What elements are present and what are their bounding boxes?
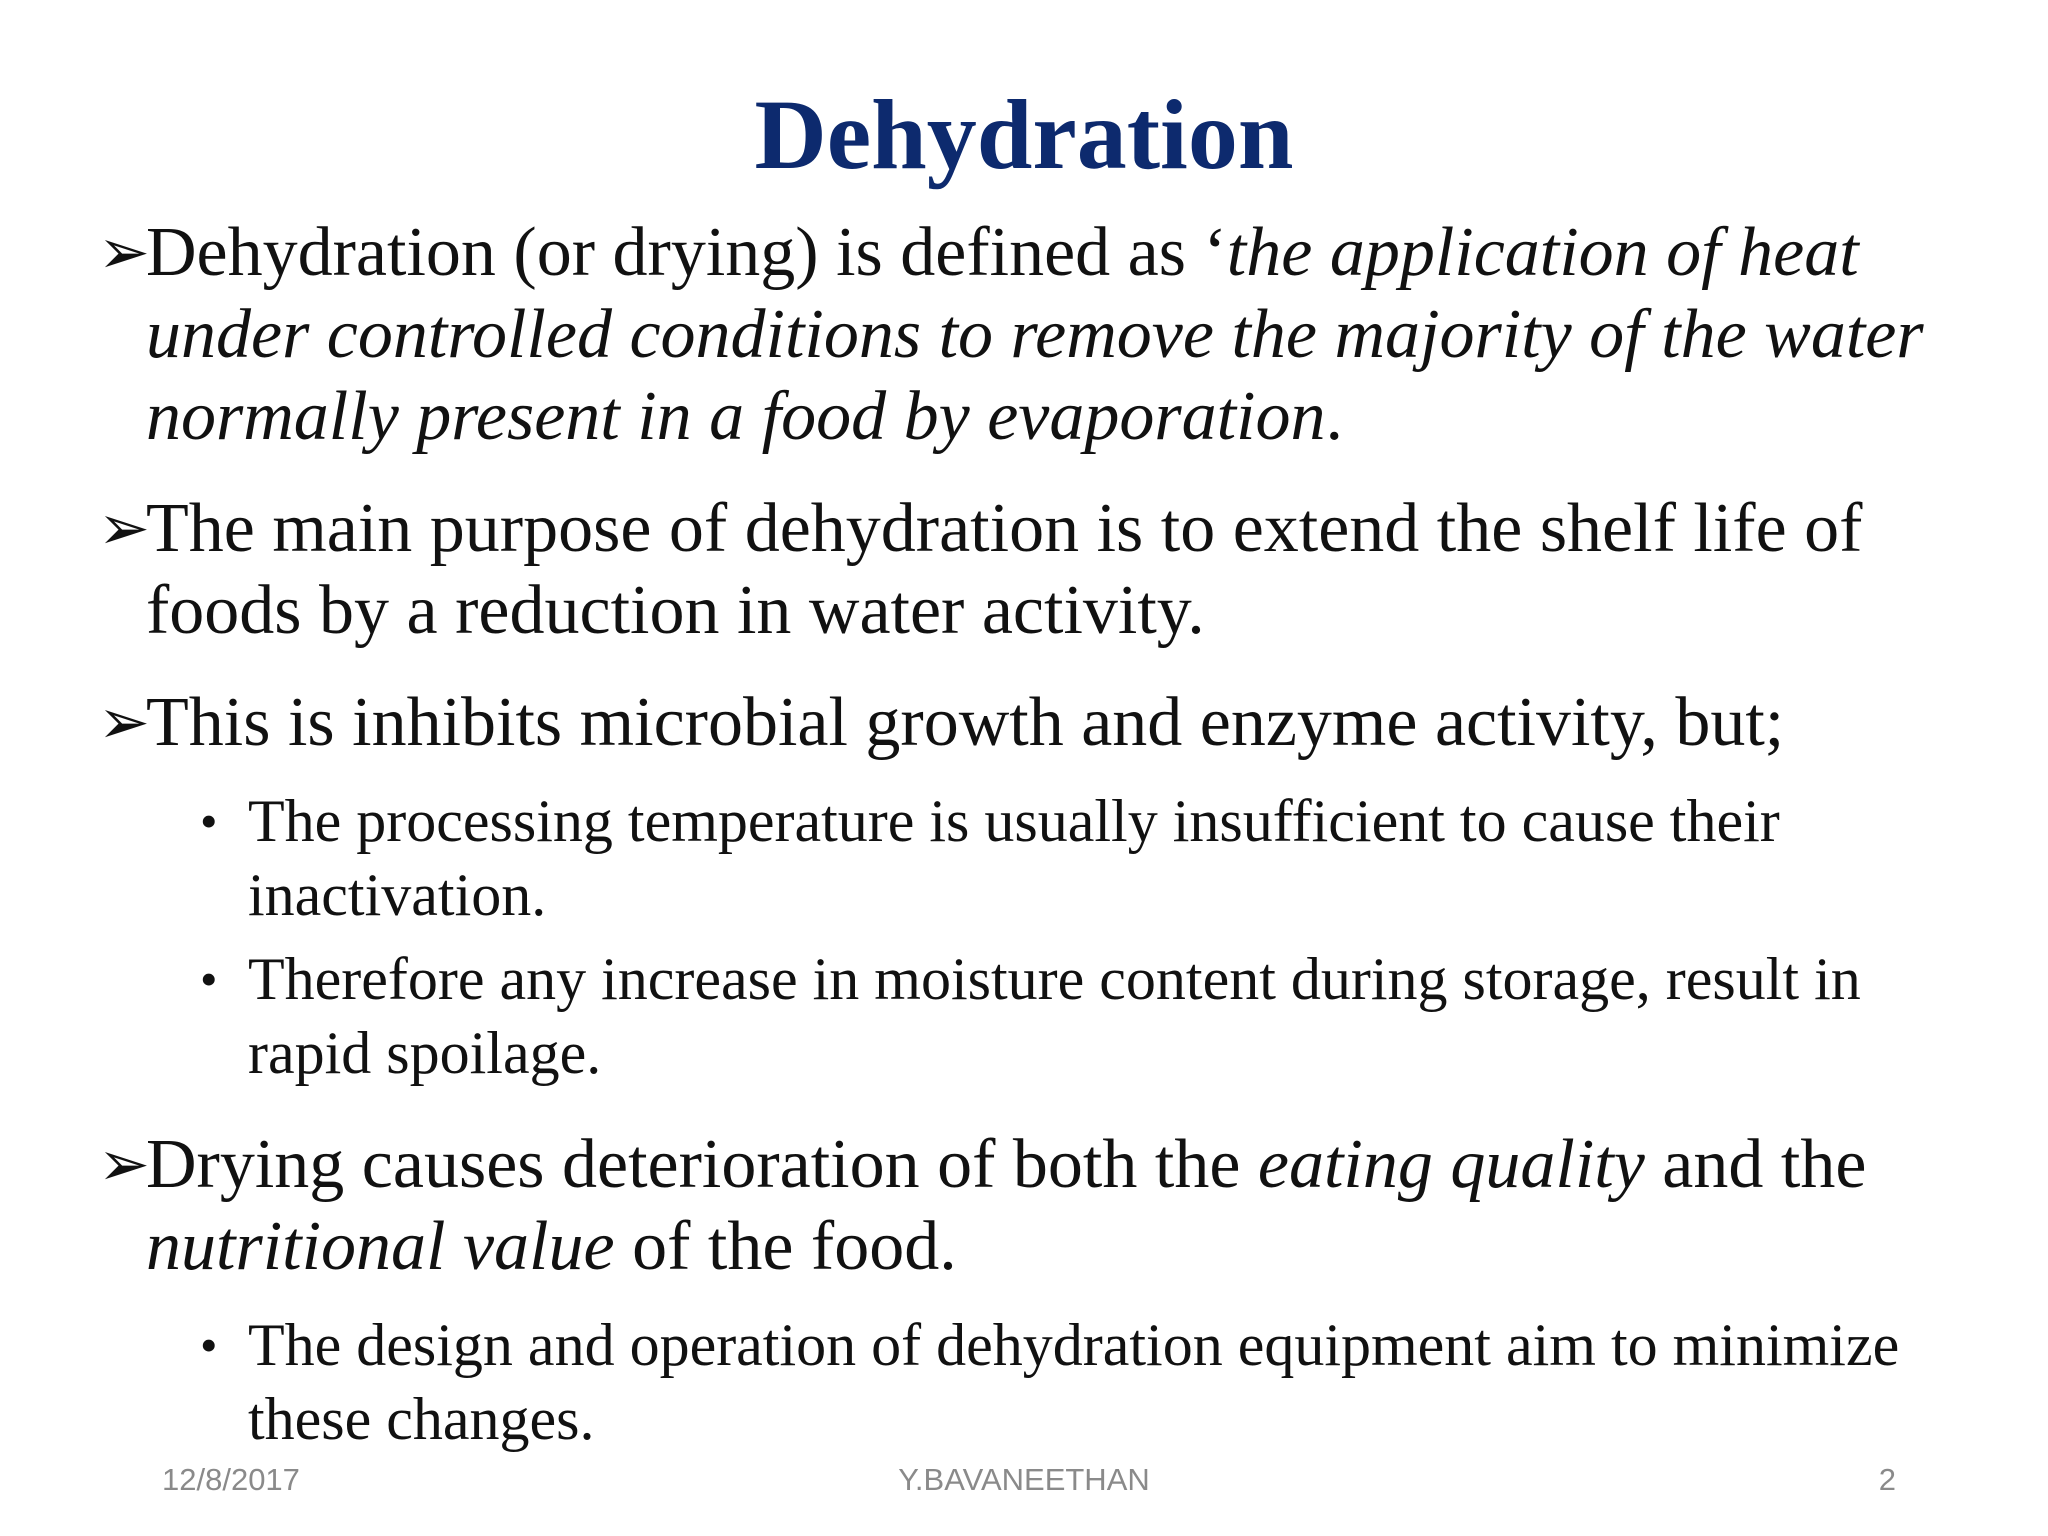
bullet-text: and the [1644, 1126, 1867, 1203]
bullet-text: of the food. [614, 1208, 957, 1285]
bullet-text: The main purpose of dehydration is to extend the shelf life of foods by a reduction in water activity. [146, 490, 1863, 649]
dot-bullet-icon: • [200, 951, 218, 1007]
arrow-bullet-icon: ➢ [98, 689, 150, 757]
slide-title: Dehydration [754, 79, 1294, 190]
bullet-italic-text: nutritional value [146, 1208, 615, 1285]
arrow-bullet-icon: ➢ [98, 219, 150, 287]
bullet-text: . [1325, 378, 1343, 455]
footer-page-number: 2 [1878, 1462, 1896, 1497]
slide-content [98, 212, 1948, 1476]
sub-bullet-text: The design and operation of dehydration equipment aim to minimize these changes. [248, 1312, 1900, 1452]
footer-date: 12/8/2017 [162, 1462, 300, 1497]
bullet-italic-text: eating quality [1257, 1126, 1645, 1203]
bullet-item-definition [98, 212, 1948, 458]
sub-bullet-item [98, 1308, 1948, 1456]
arrow-bullet-icon: ➢ [98, 1131, 150, 1199]
bullet-italic-text: the application of heat under controlled conditions to remove the majority of the water normally present in a food by evaporation [146, 214, 1924, 455]
bullet-text: Dehydration (or drying) is defined as ‘ [146, 214, 1227, 291]
bullet-text: This is inhibits microbial growth and enzyme activity, but; [146, 684, 1785, 761]
dot-bullet-icon: • [200, 1317, 218, 1373]
sub-bullet-item [98, 942, 1948, 1090]
bullet-item-purpose [98, 488, 1948, 652]
dot-bullet-icon: • [200, 793, 218, 849]
sub-bullet-item [98, 784, 1948, 932]
arrow-bullet-icon: ➢ [98, 495, 150, 563]
bullet-item-inhibits [98, 682, 1948, 764]
bullet-text: Drying causes deterioration of both the [146, 1126, 1258, 1203]
bullet-item-deterioration [98, 1124, 1948, 1288]
footer-author: Y.BAVANEETHAN [898, 1462, 1150, 1497]
sub-bullet-text: Therefore any increase in moisture content during storage, result in rapid spoilage. [248, 946, 1861, 1086]
sub-bullet-text: The processing temperature is usually insufficient to cause their inactivation. [248, 788, 1780, 928]
